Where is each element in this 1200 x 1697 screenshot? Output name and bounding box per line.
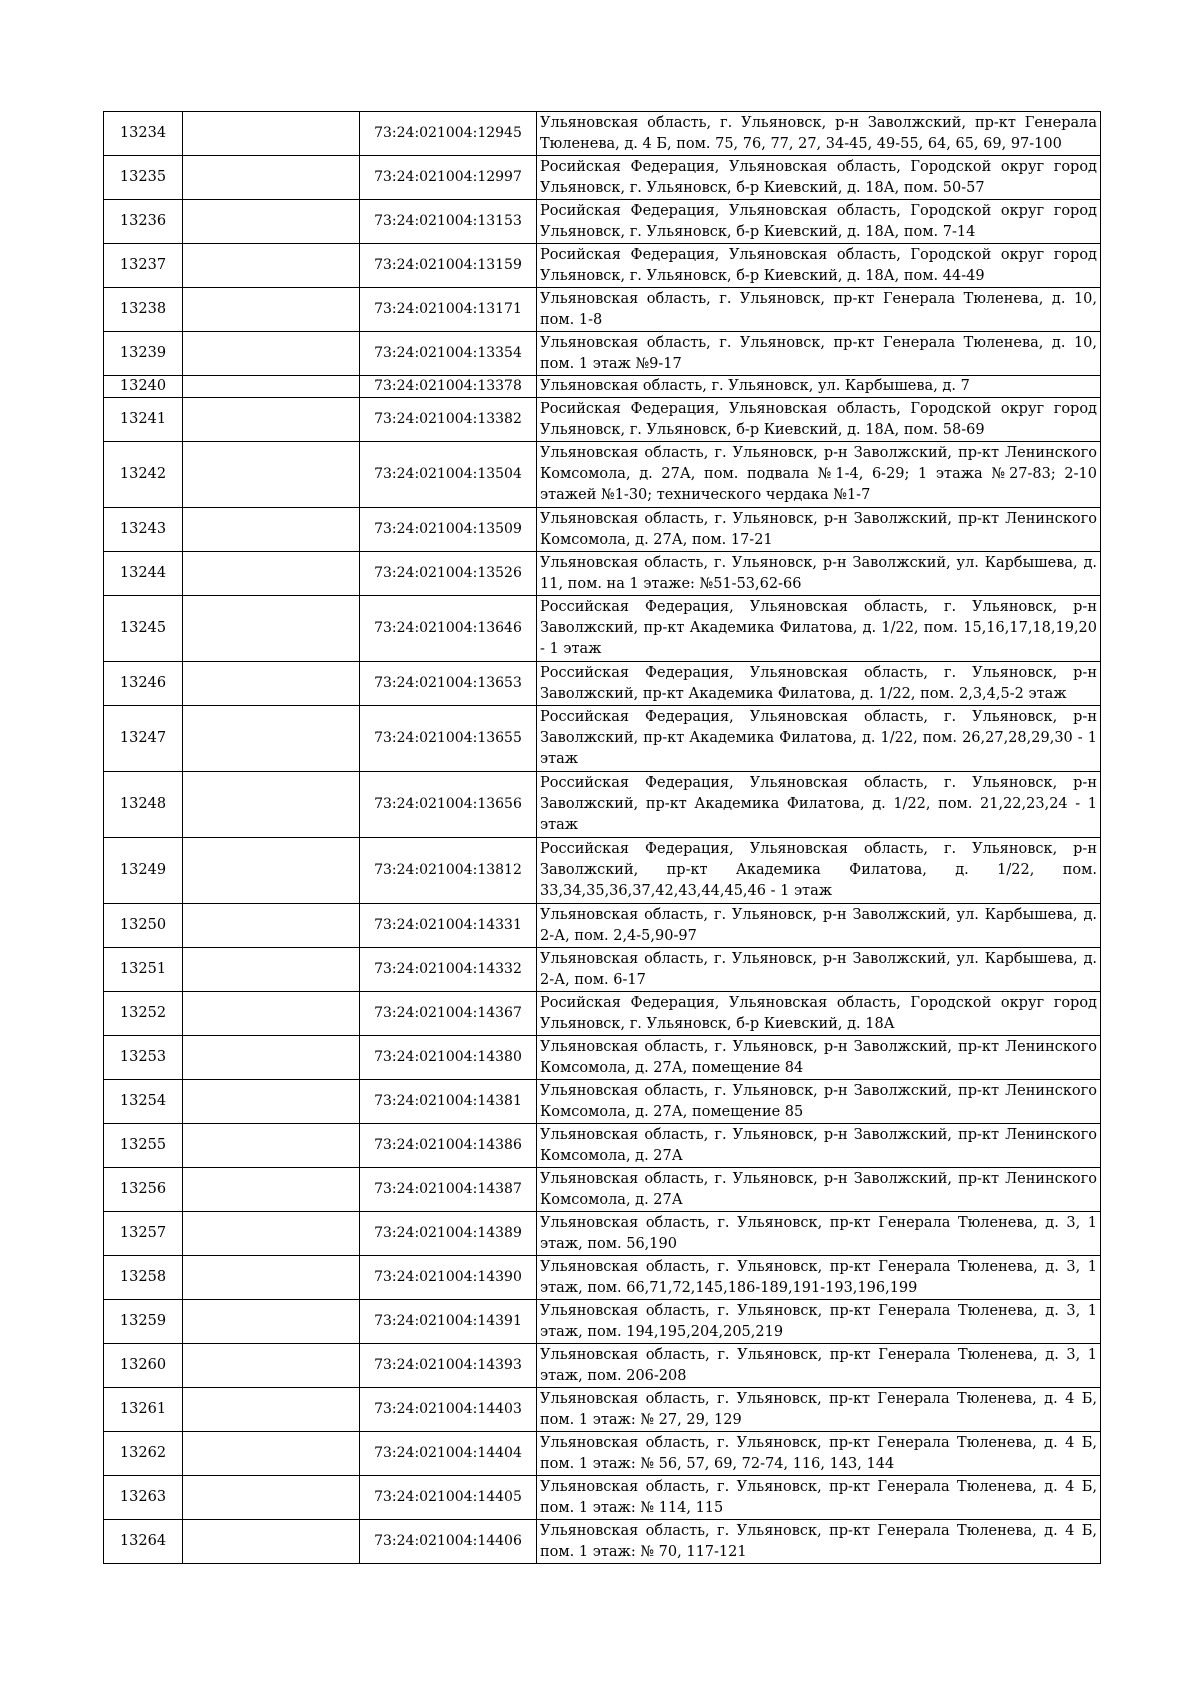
cadastral-number: 73:24:021004:14403 [360,1388,537,1432]
empty-cell [183,1520,360,1564]
empty-cell [183,200,360,244]
table-row [104,1212,1101,1256]
cadastral-number: 73:24:021004:14389 [360,1212,537,1256]
row-number: 13251 [104,948,183,992]
row-number: 13258 [104,1256,183,1300]
empty-cell [183,596,360,662]
row-number: 13247 [104,706,183,772]
row-number: 13253 [104,1036,183,1080]
empty-cell [183,156,360,200]
address: Ульяновская область, г. Ульяновск, пр-кт Генерала Тюленева, д. 10, пом. 1-8 [537,288,1101,332]
table-row [104,706,1101,772]
address: Российская Федерация, Ульяновская область, г. Ульяновск, р-н Заволжский, пр-кт Академика Филатова, д. 1/22, пом. 21,22,23,24 - 1 этаж [537,772,1101,838]
row-number: 13234 [104,112,183,156]
cadastral-number: 73:24:021004:14381 [360,1080,537,1124]
table-row [104,1520,1101,1564]
registry-table-body [104,112,1101,1564]
address: Ульяновская область, г. Ульяновск, р-н Заволжский, пр-кт Генерала Тюленева, д. 4 Б, пом. 75, 76, 77, 27, 34-45, 49-55, 64, 65, 69, 97-100 [537,112,1101,156]
row-number: 13264 [104,1520,183,1564]
cadastral-number: 73:24:021004:12945 [360,112,537,156]
cadastral-number: 73:24:021004:13159 [360,244,537,288]
row-number: 13237 [104,244,183,288]
cadastral-number: 73:24:021004:13526 [360,552,537,596]
empty-cell [183,1476,360,1520]
empty-cell [183,1080,360,1124]
cadastral-number: 73:24:021004:13509 [360,508,537,552]
address: Ульяновская область, г. Ульяновск, пр-кт Генерала Тюленева, д. 4 Б, пом. 1 этаж: № 114, 115 [537,1476,1101,1520]
table-row [104,156,1101,200]
empty-cell [183,1432,360,1476]
row-number: 13257 [104,1212,183,1256]
empty-cell [183,904,360,948]
empty-cell [183,112,360,156]
table-row [104,838,1101,904]
table-row [104,1476,1101,1520]
empty-cell [183,1036,360,1080]
row-number: 13243 [104,508,183,552]
cadastral-number: 73:24:021004:14380 [360,1036,537,1080]
empty-cell [183,398,360,442]
empty-cell [183,1344,360,1388]
address: Ульяновская область, г. Ульяновск, р-н Заволжский, ул. Карбышева, д. 2-А, пом. 2,4-5,90-97 [537,904,1101,948]
address: Российская Федерация, Ульяновская область, г. Ульяновск, р-н Заволжский, пр-кт Академика Филатова, д. 1/22, пом. 15,16,17,18,19,20 - 1 этаж [537,596,1101,662]
cadastral-number: 73:24:021004:14406 [360,1520,537,1564]
empty-cell [183,508,360,552]
empty-cell [183,1168,360,1212]
row-number: 13254 [104,1080,183,1124]
address: Ульяновская область, г. Ульяновск, пр-кт Генерала Тюленева, д. 3, 1 этаж, пом. 66,71,72,145,186-189,191-193,196,199 [537,1256,1101,1300]
row-number: 13263 [104,1476,183,1520]
address: Ульяновская область, г. Ульяновск, р-н Заволжский, пр-кт Ленинского Комсомола, д. 27А, пом. подвала №1-4, 6-29; 1 этажа №27-83; 2-10 этажей №1-30; технического чердака №1-7 [537,442,1101,508]
empty-cell [183,332,360,376]
row-number: 13260 [104,1344,183,1388]
row-number: 13236 [104,200,183,244]
cadastral-number: 73:24:021004:14391 [360,1300,537,1344]
cadastral-number: 73:24:021004:13354 [360,332,537,376]
table-row [104,376,1101,398]
table-row [104,1300,1101,1344]
row-number: 13246 [104,662,183,706]
table-row [104,244,1101,288]
row-number: 13259 [104,1300,183,1344]
table-row [104,1432,1101,1476]
empty-cell [183,376,360,398]
address: Ульяновская область, г. Ульяновск, р-н Заволжский, пр-кт Ленинского Комсомола, д. 27А, помещение 84 [537,1036,1101,1080]
cadastral-number: 73:24:021004:13153 [360,200,537,244]
table-row [104,904,1101,948]
empty-cell [183,244,360,288]
row-number: 13248 [104,772,183,838]
empty-cell [183,992,360,1036]
cadastral-number: 73:24:021004:13812 [360,838,537,904]
empty-cell [183,838,360,904]
cadastral-number: 73:24:021004:13382 [360,398,537,442]
address: Росийская Федерация, Ульяновская область, Городской округ город Ульяновск, г. Ульяновск, б-р Киевский, д. 18А, пом. 7-14 [537,200,1101,244]
cadastral-number: 73:24:021004:13171 [360,288,537,332]
table-row [104,442,1101,508]
table-row [104,772,1101,838]
cadastral-number: 73:24:021004:12997 [360,156,537,200]
empty-cell [183,1388,360,1432]
address: Росийская Федерация, Ульяновская область, Городской округ город Ульяновск, г. Ульяновск, б-р Киевский, д. 18А [537,992,1101,1036]
row-number: 13261 [104,1388,183,1432]
cadastral-number: 73:24:021004:13646 [360,596,537,662]
row-number: 13235 [104,156,183,200]
cadastral-number: 73:24:021004:14405 [360,1476,537,1520]
table-row [104,200,1101,244]
cadastral-number: 73:24:021004:14390 [360,1256,537,1300]
address: Ульяновская область, г. Ульяновск, р-н Заволжский, пр-кт Ленинского Комсомола, д. 27А, пом. 17-21 [537,508,1101,552]
cadastral-number: 73:24:021004:13653 [360,662,537,706]
address: Ульяновская область, г. Ульяновск, ул. Карбышева, д. 7 [537,376,1101,398]
address: Ульяновская область, г. Ульяновск, пр-кт Генерала Тюленева, д. 4 Б, пом. 1 этаж: № 70, 117-121 [537,1520,1101,1564]
address: Ульяновская область, г. Ульяновск, пр-кт Генерала Тюленева, д. 4 Б, пом. 1 этаж: № 56, 57, 69, 72-74, 116, 143, 144 [537,1432,1101,1476]
row-number: 13252 [104,992,183,1036]
empty-cell [183,662,360,706]
row-number: 13244 [104,552,183,596]
empty-cell [183,948,360,992]
address: Ульяновская область, г. Ульяновск, р-н Заволжский, ул. Карбышева, д. 11, пом. на 1 этаже: №51-53,62-66 [537,552,1101,596]
row-number: 13240 [104,376,183,398]
address: Российская Федерация, Ульяновская область, г. Ульяновск, р-н Заволжский, пр-кт Академика Филатова, д. 1/22, пом. 26,27,28,29,30 - 1 этаж [537,706,1101,772]
cadastral-number: 73:24:021004:13504 [360,442,537,508]
row-number: 13250 [104,904,183,948]
empty-cell [183,552,360,596]
address: Ульяновская область, г. Ульяновск, пр-кт Генерала Тюленева, д. 10, пом. 1 этаж №9-17 [537,332,1101,376]
table-row [104,948,1101,992]
table-row [104,1344,1101,1388]
cadastral-number: 73:24:021004:14386 [360,1124,537,1168]
address: Ульяновская область, г. Ульяновск, р-н Заволжский, пр-кт Ленинского Комсомола, д. 27А [537,1124,1101,1168]
registry-table [103,111,1101,1564]
empty-cell [183,442,360,508]
table-row [104,992,1101,1036]
address: Росийская Федерация, Ульяновская область, Городской округ город Ульяновск, г. Ульяновск, б-р Киевский, д. 18А, пом. 58-69 [537,398,1101,442]
address: Ульяновская область, г. Ульяновск, пр-кт Генерала Тюленева, д. 3, 1 этаж, пом. 56,190 [537,1212,1101,1256]
row-number: 13262 [104,1432,183,1476]
address: Ульяновская область, г. Ульяновск, р-н Заволжский, пр-кт Ленинского Комсомола, д. 27А [537,1168,1101,1212]
empty-cell [183,1212,360,1256]
row-number: 13241 [104,398,183,442]
address: Ульяновская область, г. Ульяновск, пр-кт Генерала Тюленева, д. 4 Б, пом. 1 этаж: № 27, 29, 129 [537,1388,1101,1432]
empty-cell [183,706,360,772]
table-row [104,288,1101,332]
cadastral-number: 73:24:021004:14367 [360,992,537,1036]
table-row [104,1168,1101,1212]
table-row [104,596,1101,662]
address: Ульяновская область, г. Ульяновск, р-н Заволжский, ул. Карбышева, д. 2-А, пом. 6-17 [537,948,1101,992]
cadastral-number: 73:24:021004:14387 [360,1168,537,1212]
row-number: 13249 [104,838,183,904]
table-row [104,508,1101,552]
address: Росийская Федерация, Ульяновская область, Городской округ город Ульяновск, г. Ульяновск, б-р Киевский, д. 18А, пом. 44-49 [537,244,1101,288]
cadastral-number: 73:24:021004:14332 [360,948,537,992]
empty-cell [183,1300,360,1344]
table-row [104,1124,1101,1168]
address: Российская Федерация, Ульяновская область, г. Ульяновск, р-н Заволжский, пр-кт Академика Филатова, д. 1/22, пом. 2,3,4,5-2 этаж [537,662,1101,706]
table-row [104,552,1101,596]
row-number: 13256 [104,1168,183,1212]
table-row [104,1080,1101,1124]
table-row [104,112,1101,156]
empty-cell [183,288,360,332]
row-number: 13238 [104,288,183,332]
address: Ульяновская область, г. Ульяновск, р-н Заволжский, пр-кт Ленинского Комсомола, д. 27А, помещение 85 [537,1080,1101,1124]
cadastral-number: 73:24:021004:13656 [360,772,537,838]
table-row [104,332,1101,376]
address: Российская Федерация, Ульяновская область, г. Ульяновск, р-н Заволжский, пр-кт Академика Филатова, д. 1/22, пом. 33,34,35,36,37,42,43,44,45,46 - 1 этаж [537,838,1101,904]
table-row [104,1256,1101,1300]
cadastral-number: 73:24:021004:13655 [360,706,537,772]
row-number: 13242 [104,442,183,508]
address: Ульяновская область, г. Ульяновск, пр-кт Генерала Тюленева, д. 3, 1 этаж, пом. 206-208 [537,1344,1101,1388]
row-number: 13245 [104,596,183,662]
address: Росийская Федерация, Ульяновская область, Городской округ город Ульяновск, г. Ульяновск, б-р Киевский, д. 18А, пом. 50-57 [537,156,1101,200]
empty-cell [183,1256,360,1300]
cadastral-number: 73:24:021004:14331 [360,904,537,948]
row-number: 13255 [104,1124,183,1168]
row-number: 13239 [104,332,183,376]
table-row [104,1036,1101,1080]
address: Ульяновская область, г. Ульяновск, пр-кт Генерала Тюленева, д. 3, 1 этаж, пом. 194,195,204,205,219 [537,1300,1101,1344]
table-row [104,1388,1101,1432]
document-page [103,111,1101,1564]
table-row [104,662,1101,706]
cadastral-number: 73:24:021004:13378 [360,376,537,398]
cadastral-number: 73:24:021004:14393 [360,1344,537,1388]
empty-cell [183,772,360,838]
table-row [104,398,1101,442]
empty-cell [183,1124,360,1168]
cadastral-number: 73:24:021004:14404 [360,1432,537,1476]
